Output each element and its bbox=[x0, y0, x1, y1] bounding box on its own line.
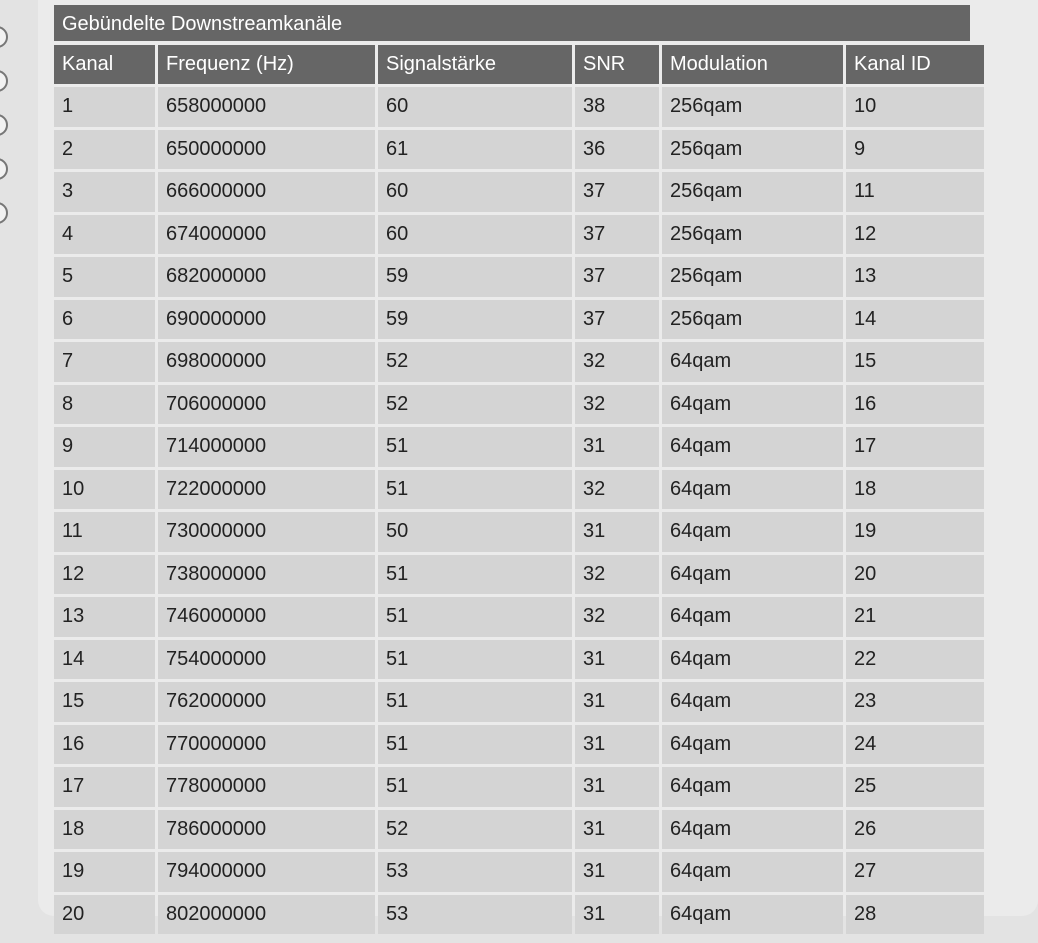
table-cell: 51 bbox=[378, 767, 572, 807]
radio-button[interactable] bbox=[0, 26, 8, 48]
table-cell: 6 bbox=[54, 300, 155, 340]
table-cell: 52 bbox=[378, 810, 572, 850]
table-cell: 754000000 bbox=[158, 640, 375, 680]
table-cell: 51 bbox=[378, 470, 572, 510]
table-body bbox=[54, 87, 984, 934]
table-cell: 64qam bbox=[662, 597, 843, 637]
table-cell: 20 bbox=[846, 555, 984, 595]
table-cell: 21 bbox=[846, 597, 984, 637]
table-cell: 64qam bbox=[662, 767, 843, 807]
table-cell: 31 bbox=[575, 682, 659, 722]
table-cell: 22 bbox=[846, 640, 984, 680]
table-cell: 738000000 bbox=[158, 555, 375, 595]
table-row bbox=[54, 257, 984, 297]
column-header: SNR bbox=[575, 45, 659, 84]
table-cell: 5 bbox=[54, 257, 155, 297]
table-cell: 64qam bbox=[662, 512, 843, 552]
table-cell: 802000000 bbox=[158, 895, 375, 935]
column-header: Frequenz (Hz) bbox=[158, 45, 375, 84]
table-cell: 666000000 bbox=[158, 172, 375, 212]
table-cell: 698000000 bbox=[158, 342, 375, 382]
table-cell: 37 bbox=[575, 172, 659, 212]
table-cell: 53 bbox=[378, 895, 572, 935]
table-cell: 28 bbox=[846, 895, 984, 935]
table-cell: 13 bbox=[846, 257, 984, 297]
table-cell: 794000000 bbox=[158, 852, 375, 892]
table-cell: 37 bbox=[575, 300, 659, 340]
column-header: Signalstärke bbox=[378, 45, 572, 84]
table-row bbox=[54, 640, 984, 680]
table-row bbox=[54, 725, 984, 765]
table-cell: 60 bbox=[378, 172, 572, 212]
table-cell: 37 bbox=[575, 215, 659, 255]
table-cell: 27 bbox=[846, 852, 984, 892]
table-cell: 59 bbox=[378, 300, 572, 340]
table-cell: 26 bbox=[846, 810, 984, 850]
table-cell: 17 bbox=[54, 767, 155, 807]
table-cell: 37 bbox=[575, 257, 659, 297]
table-cell: 19 bbox=[54, 852, 155, 892]
table-row bbox=[54, 470, 984, 510]
table-cell: 64qam bbox=[662, 427, 843, 467]
table-cell: 64qam bbox=[662, 682, 843, 722]
table-cell: 25 bbox=[846, 767, 984, 807]
table-row bbox=[54, 682, 984, 722]
column-header: Kanal ID bbox=[846, 45, 984, 84]
table-cell: 64qam bbox=[662, 725, 843, 765]
table-cell: 23 bbox=[846, 682, 984, 722]
table-cell: 64qam bbox=[662, 555, 843, 595]
table-cell: 64qam bbox=[662, 640, 843, 680]
column-header: Modulation bbox=[662, 45, 843, 84]
table-cell: 60 bbox=[378, 87, 572, 127]
table-cell: 9 bbox=[54, 427, 155, 467]
table-cell: 770000000 bbox=[158, 725, 375, 765]
table-cell: 52 bbox=[378, 342, 572, 382]
table-cell: 2 bbox=[54, 130, 155, 170]
table-row bbox=[54, 810, 984, 850]
table-cell: 31 bbox=[575, 427, 659, 467]
table-cell: 51 bbox=[378, 725, 572, 765]
table-row bbox=[54, 512, 984, 552]
table-row bbox=[54, 385, 984, 425]
table-cell: 18 bbox=[846, 470, 984, 510]
table-cell: 778000000 bbox=[158, 767, 375, 807]
table-cell: 24 bbox=[846, 725, 984, 765]
table-cell: 32 bbox=[575, 555, 659, 595]
table-cell: 690000000 bbox=[158, 300, 375, 340]
radio-button[interactable] bbox=[0, 158, 8, 180]
table-header-row bbox=[54, 45, 984, 84]
table-cell: 14 bbox=[54, 640, 155, 680]
radio-button[interactable] bbox=[0, 202, 8, 224]
table-cell: 256qam bbox=[662, 130, 843, 170]
table-row bbox=[54, 767, 984, 807]
table-row bbox=[54, 597, 984, 637]
table-cell: 31 bbox=[575, 852, 659, 892]
table-cell: 50 bbox=[378, 512, 572, 552]
table-cell: 64qam bbox=[662, 342, 843, 382]
table-row bbox=[54, 895, 984, 935]
radio-button[interactable] bbox=[0, 114, 8, 136]
table-cell: 730000000 bbox=[158, 512, 375, 552]
table-cell: 31 bbox=[575, 767, 659, 807]
table-cell: 16 bbox=[54, 725, 155, 765]
radio-button[interactable] bbox=[0, 70, 8, 92]
table-row bbox=[54, 130, 984, 170]
table-cell: 31 bbox=[575, 810, 659, 850]
table-row bbox=[54, 852, 984, 892]
table-cell: 32 bbox=[575, 597, 659, 637]
table-cell: 16 bbox=[846, 385, 984, 425]
table-cell: 706000000 bbox=[158, 385, 375, 425]
table-cell: 10 bbox=[846, 87, 984, 127]
table-cell: 51 bbox=[378, 640, 572, 680]
table-cell: 256qam bbox=[662, 215, 843, 255]
table-cell: 19 bbox=[846, 512, 984, 552]
table-cell: 32 bbox=[575, 470, 659, 510]
table-cell: 53 bbox=[378, 852, 572, 892]
table-row bbox=[54, 172, 984, 212]
table-cell: 31 bbox=[575, 725, 659, 765]
table-cell: 11 bbox=[54, 512, 155, 552]
table-cell: 51 bbox=[378, 597, 572, 637]
table-row bbox=[54, 342, 984, 382]
table-cell: 32 bbox=[575, 342, 659, 382]
table-cell: 51 bbox=[378, 555, 572, 595]
table-cell: 17 bbox=[846, 427, 984, 467]
downstream-channel-table bbox=[54, 5, 970, 925]
table-cell: 762000000 bbox=[158, 682, 375, 722]
table-row bbox=[54, 427, 984, 467]
table-row bbox=[54, 300, 984, 340]
table-cell: 64qam bbox=[662, 810, 843, 850]
table-cell: 12 bbox=[846, 215, 984, 255]
table-cell: 9 bbox=[846, 130, 984, 170]
table-cell: 674000000 bbox=[158, 215, 375, 255]
column-header: Kanal bbox=[54, 45, 155, 84]
table-cell: 786000000 bbox=[158, 810, 375, 850]
table-cell: 746000000 bbox=[158, 597, 375, 637]
table-cell: 256qam bbox=[662, 172, 843, 212]
table-cell: 3 bbox=[54, 172, 155, 212]
table-cell: 15 bbox=[54, 682, 155, 722]
table-cell: 31 bbox=[575, 512, 659, 552]
table-cell: 20 bbox=[54, 895, 155, 935]
table-cell: 11 bbox=[846, 172, 984, 212]
table-cell: 61 bbox=[378, 130, 572, 170]
table-cell: 7 bbox=[54, 342, 155, 382]
table-cell: 722000000 bbox=[158, 470, 375, 510]
table-cell: 51 bbox=[378, 427, 572, 467]
table-cell: 60 bbox=[378, 215, 572, 255]
table-row bbox=[54, 215, 984, 255]
table-cell: 15 bbox=[846, 342, 984, 382]
table-cell: 38 bbox=[575, 87, 659, 127]
table-cell: 658000000 bbox=[158, 87, 375, 127]
table-row bbox=[54, 555, 984, 595]
table-cell: 256qam bbox=[662, 87, 843, 127]
table-cell: 714000000 bbox=[158, 427, 375, 467]
table-cell: 31 bbox=[575, 640, 659, 680]
table-cell: 31 bbox=[575, 895, 659, 935]
table-cell: 8 bbox=[54, 385, 155, 425]
table-cell: 51 bbox=[378, 682, 572, 722]
table-row bbox=[54, 87, 984, 127]
channel-table bbox=[51, 42, 987, 937]
table-cell: 13 bbox=[54, 597, 155, 637]
table-cell: 10 bbox=[54, 470, 155, 510]
table-cell: 256qam bbox=[662, 300, 843, 340]
table-cell: 52 bbox=[378, 385, 572, 425]
table-cell: 256qam bbox=[662, 257, 843, 297]
table-cell: 36 bbox=[575, 130, 659, 170]
table-cell: 14 bbox=[846, 300, 984, 340]
table-cell: 64qam bbox=[662, 852, 843, 892]
table-title: Gebündelte Downstreamkanäle bbox=[54, 5, 970, 43]
table-cell: 59 bbox=[378, 257, 572, 297]
table-cell: 650000000 bbox=[158, 130, 375, 170]
table-cell: 682000000 bbox=[158, 257, 375, 297]
table-cell: 64qam bbox=[662, 385, 843, 425]
table-cell: 64qam bbox=[662, 470, 843, 510]
table-cell: 64qam bbox=[662, 895, 843, 935]
table-cell: 1 bbox=[54, 87, 155, 127]
table-cell: 12 bbox=[54, 555, 155, 595]
table-cell: 4 bbox=[54, 215, 155, 255]
table-cell: 32 bbox=[575, 385, 659, 425]
table-cell: 18 bbox=[54, 810, 155, 850]
